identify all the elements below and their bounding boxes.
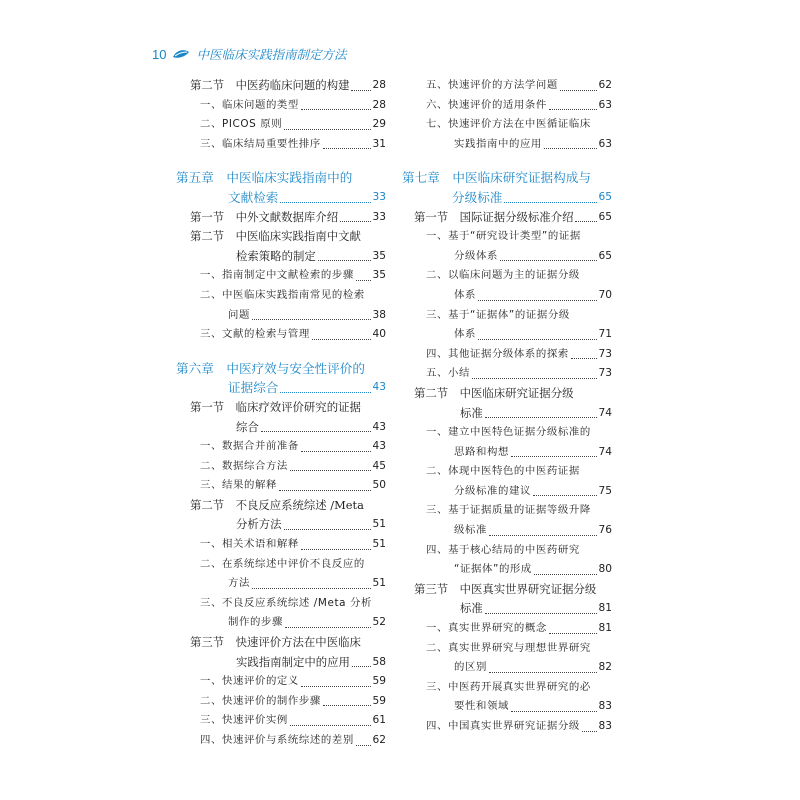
toc-entry-title: 实践指南制定中的应用 (236, 654, 350, 669)
toc-subsection-entry[interactable] (400, 443, 612, 463)
toc-page-number: 82 (598, 661, 612, 674)
toc-page-number: 35 (372, 249, 386, 262)
toc-page-number: 74 (598, 406, 612, 419)
chapter-spacer (400, 154, 612, 168)
toc-page-number: 71 (598, 328, 612, 341)
toc-entry-title: 一、快速评价的定义 (200, 675, 299, 688)
dot-leader (560, 90, 597, 91)
toc-subsection-entry[interactable] (176, 672, 386, 692)
toc-subsection-entry[interactable] (176, 115, 386, 135)
toc-section-entry[interactable] (400, 384, 612, 404)
toc-entry-title: 第五章 中医临床实践指南中的 (176, 170, 353, 186)
toc-page-number: 80 (598, 563, 612, 576)
toc-subsection-entry[interactable] (400, 266, 612, 286)
toc-subsection-entry[interactable] (176, 555, 386, 575)
toc-entry-title: 一、指南制定中文献检索的步骤 (200, 269, 354, 282)
toc-entry-title: 第一节 临床疗效评价研究的证据 (190, 399, 361, 414)
toc-section-entry[interactable] (176, 76, 386, 96)
toc-entry-title: 四、其他证据分级体系的探索 (426, 347, 569, 360)
dot-leader (533, 495, 597, 496)
dot-leader (280, 392, 370, 393)
toc-subsection-entry[interactable] (400, 462, 612, 482)
toc-subsection-entry[interactable] (400, 345, 612, 365)
toc-page-number: 65 (598, 190, 612, 203)
toc-entry-title: 一、临床问题的类型 (200, 98, 299, 111)
toc-page-number: 83 (598, 720, 612, 732)
toc-section-entry[interactable] (176, 247, 386, 267)
toc-subsection-entry[interactable] (176, 535, 386, 555)
dot-leader (252, 319, 371, 320)
toc-entry-title: 综合 (236, 419, 259, 434)
toc-subsection-entry[interactable] (400, 560, 612, 580)
toc-entry-title: 级标准 (454, 524, 487, 537)
toc-subsection-entry[interactable] (400, 247, 612, 267)
toc-section-entry[interactable] (176, 227, 386, 247)
dot-leader (485, 417, 597, 418)
toc-entry-title: 一、建立中医特色证据分级标准的 (426, 426, 591, 439)
dot-leader (534, 574, 597, 575)
toc-chapter-entry[interactable] (176, 359, 386, 379)
toc-page-number: 31 (372, 137, 386, 150)
toc-section-entry[interactable] (400, 404, 612, 424)
dot-leader (582, 731, 597, 732)
toc-entry-title: 方法 (228, 577, 250, 590)
toc-section-entry[interactable] (176, 515, 386, 535)
toc-subsection-entry[interactable] (400, 501, 612, 521)
toc-entry-title: 一、相关术语和解释 (200, 538, 299, 551)
toc-page-number: 81 (598, 622, 612, 635)
toc-page-number: 63 (598, 137, 612, 150)
toc-page-number: 83 (598, 700, 612, 713)
dot-leader (285, 627, 371, 628)
toc-left-column (176, 76, 386, 751)
toc-page-number: 62 (598, 79, 612, 91)
toc-page-number: 75 (598, 484, 612, 497)
toc-page-number: 52 (372, 616, 386, 629)
toc-subsection-entry[interactable] (176, 476, 386, 496)
toc-subsection-entry[interactable] (400, 697, 612, 717)
toc-page-number: 43 (372, 381, 386, 394)
toc-entry-title: 第三节 快速评价方法在中医临床 (190, 635, 361, 650)
dot-leader (290, 470, 371, 471)
toc-section-entry[interactable] (400, 580, 612, 600)
toc-chapter-entry[interactable] (176, 168, 386, 188)
toc-entry-title: 检索策略的制定 (236, 248, 316, 263)
chapter-spacer (176, 154, 386, 168)
toc-entry-title: 第一节 国际证据分级标准介绍 (414, 209, 574, 224)
dot-leader (279, 490, 371, 491)
toc-page-number: 74 (598, 445, 612, 458)
toc-page-number: 76 (598, 524, 612, 537)
toc-subsection-entry[interactable] (176, 692, 386, 712)
toc-subsection-entry[interactable] (400, 115, 612, 135)
toc-entry-title: 一、真实世界研究的概念 (426, 622, 547, 635)
toc-chapter-entry[interactable] (400, 168, 612, 188)
toc-page-number: 33 (372, 210, 386, 223)
toc-entry-title: 体系 (454, 328, 476, 341)
toc-entry-title: 五、快速评价的方法学问题 (426, 79, 558, 91)
toc-section-entry[interactable] (176, 633, 386, 653)
toc-entry-title: 一、数据合并前准备 (200, 440, 299, 453)
dot-leader (472, 378, 597, 379)
toc-entry-title: 二、体现中医特色的中医药证据 (426, 465, 580, 478)
dot-leader (318, 260, 371, 261)
dot-leader (252, 588, 371, 589)
toc-page-number: 65 (598, 210, 612, 223)
toc-subsection-entry[interactable] (400, 286, 612, 306)
toc-entry-title: 三、文献的检索与管理 (200, 328, 310, 341)
dot-leader (478, 339, 597, 340)
dot-leader (284, 129, 370, 130)
toc-section-entry[interactable] (176, 208, 386, 228)
toc-subsection-entry[interactable] (400, 423, 612, 443)
dot-leader (500, 260, 597, 261)
toc-page-number: 40 (372, 328, 386, 341)
toc-entry-title: 标准 (460, 601, 483, 616)
toc-entry-title: 二、中医临床实践指南常见的检索 (200, 288, 365, 301)
toc-entry-title: 思路和构想 (454, 445, 509, 458)
toc-entry-title: 三、快速评价实例 (200, 714, 288, 727)
dot-leader (489, 535, 597, 536)
toc-subsection-entry[interactable] (400, 96, 612, 116)
dot-leader (284, 529, 371, 530)
toc-page-number: 63 (598, 98, 612, 111)
toc-entry-title: 文献检索 (228, 189, 279, 205)
toc-entry-title: 二、PICOS 原则 (200, 118, 283, 131)
dot-leader (356, 280, 371, 281)
dot-leader (280, 202, 370, 203)
toc-entry-title: 三、临床结局重要性排序 (200, 137, 321, 150)
toc-entry-title: 第二节 中医药临床问题的构建 (190, 78, 350, 92)
toc-right-column (400, 76, 612, 737)
toc-subsection-entry[interactable] (400, 541, 612, 561)
dot-leader (549, 633, 597, 634)
dot-leader (485, 613, 597, 614)
toc-page-number: 28 (372, 98, 386, 111)
toc-subsection-entry[interactable] (176, 135, 386, 155)
dot-leader (356, 745, 371, 746)
page-number: 10 (152, 46, 167, 62)
toc-entry-title: 二、在系统综述中评价不良反应的 (200, 557, 365, 570)
toc-section-entry[interactable] (176, 653, 386, 673)
toc-subsection-entry[interactable] (400, 658, 612, 678)
toc-entry-title: 一、基于“研究设计类型”的证据 (426, 230, 581, 243)
toc-page-number: 65 (598, 249, 612, 262)
toc-page-number: 35 (372, 269, 386, 282)
toc-page-number: 70 (598, 288, 612, 301)
toc-page-number: 51 (372, 538, 386, 551)
toc-page-number: 51 (372, 577, 386, 590)
dot-leader (511, 456, 597, 457)
toc-page-number: 43 (372, 420, 386, 433)
toc-entry-title: 三、结果的解释 (200, 479, 277, 492)
toc-page-number: 81 (598, 602, 612, 615)
toc-subsection-entry[interactable] (400, 325, 612, 345)
toc-entry-title: 六、快速评价的适用条件 (426, 98, 547, 111)
dot-leader (323, 705, 371, 706)
dot-leader (478, 300, 597, 301)
dot-leader (312, 339, 371, 340)
toc-entry-title: 三、不良反应系统综述 /Meta 分析 (200, 596, 372, 609)
toc-page-number: 43 (372, 440, 386, 453)
toc-entry-title: 二、真实世界研究与理想世界研究 (426, 641, 591, 654)
toc-entry-title: 第七章 中医临床研究证据构成与 (402, 170, 591, 186)
toc-entry-title: 证据综合 (228, 380, 279, 396)
dot-leader (261, 431, 371, 432)
toc-entry-title: 二、数据综合方法 (200, 459, 288, 472)
toc-section-entry[interactable] (400, 208, 612, 228)
toc-section-entry[interactable] (400, 599, 612, 619)
toc-entry-title: 三、中医药开展真实世界研究的必 (426, 680, 591, 693)
toc-subsection-entry[interactable] (176, 613, 386, 633)
toc-chapter-entry[interactable] (400, 188, 612, 208)
toc-subsection-entry[interactable] (400, 717, 612, 737)
toc-subsection-entry[interactable] (400, 76, 612, 96)
toc-subsection-entry[interactable] (176, 731, 386, 751)
dot-leader (575, 221, 596, 222)
toc-entry-title: 分级体系 (454, 249, 498, 262)
dot-leader (301, 109, 371, 110)
dot-leader (290, 725, 371, 726)
toc-entry-title: 五、小结 (426, 367, 470, 380)
toc-entry-title: 制作的步骤 (228, 616, 283, 629)
toc-entry-title: 要性和领域 (454, 700, 509, 713)
toc-page-number: 58 (372, 655, 386, 668)
toc-subsection-entry[interactable] (400, 678, 612, 698)
dot-leader (489, 672, 597, 673)
toc-subsection-entry[interactable] (176, 306, 386, 326)
dot-leader (352, 666, 371, 667)
toc-subsection-entry[interactable] (176, 574, 386, 594)
toc-subsection-entry[interactable] (400, 639, 612, 659)
toc-entry-title: 四、快速评价与系统综述的差别 (200, 734, 354, 746)
chapter-spacer (176, 345, 386, 359)
toc-subsection-entry[interactable] (400, 306, 612, 326)
toc-section-entry[interactable] (176, 398, 386, 418)
toc-page-number: 51 (372, 518, 386, 531)
leaf-logo-icon (172, 48, 190, 60)
toc-entry-title: 标准 (460, 405, 483, 420)
running-title: 中医临床实践指南制定方法 (196, 47, 347, 62)
dot-leader (301, 686, 371, 687)
toc-subsection-entry[interactable] (400, 482, 612, 502)
toc-entry-title: 分级标准的建议 (454, 484, 531, 497)
toc-subsection-entry[interactable] (176, 711, 386, 731)
toc-entry-title: 分析方法 (236, 517, 282, 532)
toc-section-entry[interactable] (176, 496, 386, 516)
dot-leader (351, 90, 370, 91)
toc-page-number: 59 (372, 694, 386, 707)
toc-entry-title: 第一节 中外文献数据库介绍 (190, 209, 339, 224)
toc-page-number: 45 (372, 459, 386, 472)
toc-entry-title: “证据体”的形成 (454, 563, 532, 576)
toc-entry-title: 实践指南中的应用 (454, 137, 542, 150)
toc-page-number: 73 (598, 367, 612, 380)
dot-leader (571, 358, 597, 359)
toc-subsection-entry[interactable] (176, 437, 386, 457)
toc-subsection-entry[interactable] (176, 594, 386, 614)
toc-chapter-entry[interactable] (176, 378, 386, 398)
toc-page-number: 73 (598, 347, 612, 360)
toc-page-number: 38 (372, 308, 386, 321)
toc-section-entry[interactable] (176, 418, 386, 438)
toc-page-number: 62 (372, 734, 386, 746)
toc-subsection-entry[interactable] (400, 227, 612, 247)
toc-page-number: 59 (372, 675, 386, 688)
page-header (152, 44, 346, 64)
dot-leader (504, 202, 596, 203)
dot-leader (340, 221, 370, 222)
toc-entry-title: 的区别 (454, 661, 487, 674)
toc-entry-title: 第三节 中医真实世界研究证据分级 (414, 581, 597, 596)
toc-entry-title: 三、基于“证据体”的证据分级 (426, 308, 570, 321)
toc-entry-title: 三、基于证据质量的证据等级升降 (426, 504, 591, 517)
toc-entry-title: 四、中国真实世界研究证据分级 (426, 720, 580, 732)
toc-page-number: 28 (372, 79, 386, 91)
dot-leader (544, 148, 597, 149)
toc-page-number: 29 (372, 118, 386, 131)
toc-chapter-entry[interactable] (176, 188, 386, 208)
toc-entry-title: 第六章 中医疗效与安全性评价的 (176, 360, 365, 376)
toc-subsection-entry[interactable] (176, 457, 386, 477)
toc-subsection-entry[interactable] (176, 325, 386, 345)
toc-subsection-entry[interactable] (400, 135, 612, 155)
dot-leader (549, 109, 597, 110)
toc-entry-title: 七、快速评价方法在中医循证临床 (426, 118, 591, 131)
dot-leader (511, 711, 597, 712)
toc-subsection-entry[interactable] (400, 619, 612, 639)
toc-subsection-entry[interactable] (400, 364, 612, 384)
toc-entry-title: 分级标准 (452, 189, 503, 205)
toc-page-number: 61 (372, 714, 386, 727)
toc-page-number: 50 (372, 479, 386, 492)
toc-entry-title: 二、以临床问题为主的证据分级 (426, 269, 580, 282)
dot-leader (301, 451, 371, 452)
toc-subsection-entry[interactable] (176, 286, 386, 306)
toc-entry-title: 体系 (454, 288, 476, 301)
toc-entry-title: 第二节 中医临床研究证据分级 (414, 385, 574, 400)
toc-entry-title: 第二节 中医临床实践指南中文献 (190, 229, 361, 244)
toc-page-number: 33 (372, 190, 386, 203)
dot-leader (301, 549, 371, 550)
toc-entry-title: 二、快速评价的制作步骤 (200, 694, 321, 707)
toc-subsection-entry[interactable] (176, 266, 386, 286)
toc-subsection-entry[interactable] (400, 521, 612, 541)
toc-entry-title: 第二节 不良反应系统综述 /Meta (190, 497, 364, 512)
toc-subsection-entry[interactable] (176, 96, 386, 116)
toc-entry-title: 问题 (228, 308, 250, 321)
dot-leader (323, 148, 371, 149)
toc-entry-title: 四、基于核心结局的中医药研究 (426, 543, 580, 556)
